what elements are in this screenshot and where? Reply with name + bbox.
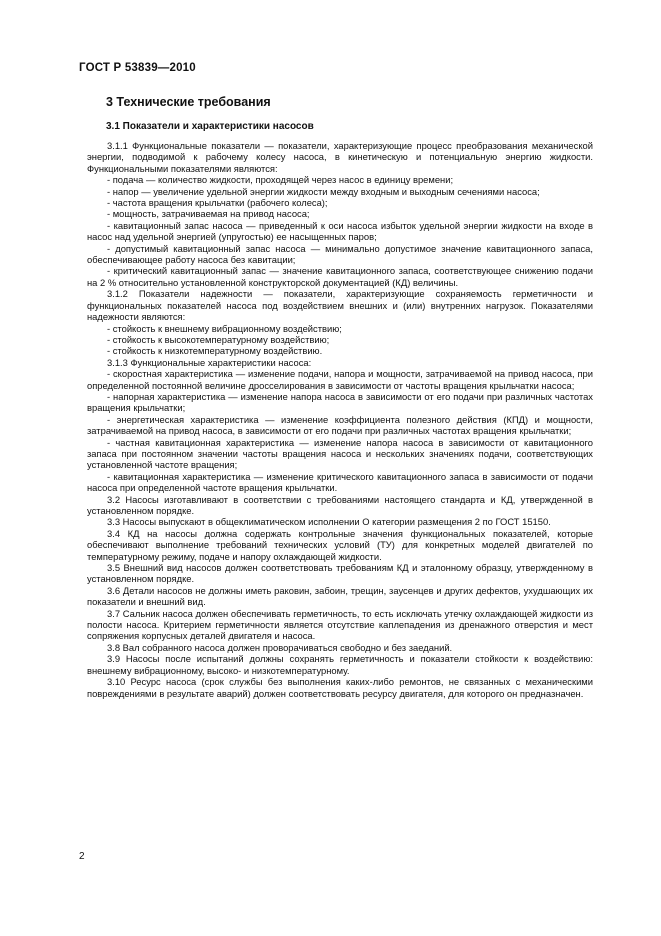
list-item: - энергетическая характеристика — изменение коэффициента полезного действия (КПД) и мощности, затрачиваемой на привод насоса, в зависимости от его подачи при различных частотах вращения крыльчатки;: [87, 413, 593, 437]
document-body: [87, 140, 593, 699]
paragraph: 3.8 Вал собранного насоса должен проворачиваться свободно и без заеданий.: [107, 641, 453, 653]
paragraph: 3.3 Насосы выпускают в общеклиматическом исполнении О категории размещения 2 по ГОСТ 15150.: [107, 516, 551, 528]
paragraph: 3.5 Внешний вид насосов должен соответствовать требованиям КД и эталонному образцу, утвержденному в установленном порядке.: [87, 562, 593, 585]
list-item: - критический кавитационный запас — значение кавитационного запаса, соответствующее снижению подачи на 2 % относительно установленной конструкторской документацией (КД) величины.: [87, 265, 593, 288]
paragraph: 3.6 Детали насосов не должны иметь раковин, забоин, трещин, заусенцев и других дефектов, ухудшающих их показатели и внешний вид.: [87, 584, 593, 608]
paragraph: 3.1.1 Функциональные показатели — показатели, характеризующие процесс преобразования механической энергии, подводимой к рабочему колесу насоса, в кинетическую и потенциальную энергию жидкости. Функциональными показателями являются:: [87, 140, 593, 174]
list-item: - допустимый кавитационный запас насоса — минимально допустимое значение кавитационного запаса, обеспечивающее работу насоса без кавитации;: [87, 242, 593, 266]
paragraph: 3.10 Ресурс насоса (срок службы без выполнения каких-либо ремонтов, не связанных с механическими повреждениями в результате аварий) должен соответствовать ресурсу двигателя, для которого он предназначен.: [87, 676, 593, 699]
list-item: - напорная характеристика — изменение напора насоса в зависимости от его подачи при различных частотах вращения крыльчатки;: [87, 390, 593, 414]
paragraph: 3.2 Насосы изготавливают в соответствии с требованиями настоящего стандарта и КД, утвержденной в установленном порядке.: [87, 493, 593, 516]
section-title: 3 Технические требования: [106, 95, 271, 109]
paragraph: 3.7 Сальник насоса должен обеспечивать герметичность, то есть исключать утечку охлаждающей жидкости из полости насоса. Критерием герметичности является отсутствие каплепадения из дренажного отверстия и мест сопряжения корпусных деталей двигателя и насоса.: [87, 607, 593, 642]
list-item: - частота вращения крыльчатки (рабочего колеса);: [107, 197, 328, 209]
document-header: ГОСТ Р 53839—2010: [79, 62, 196, 74]
subsection-title: 3.1 Показатели и характеристики насосов: [106, 121, 314, 132]
paragraph: 3.9 Насосы после испытаний должны сохранять герметичность и показатели стойкости к воздействию: внешнему вибрационному, высоко- и низкотемпературному.: [87, 653, 593, 676]
list-item: - стойкость к низкотемпературному воздействию.: [107, 345, 323, 357]
list-item: - напор — увеличение удельной энергии жидкости между входным и выходным сечениями насоса;: [107, 185, 540, 197]
list-item: - стойкость к высокотемпературному воздействию;: [107, 333, 330, 345]
paragraph: 3.4 КД на насосы должна содержать контрольные значения функциональных показателей, которые обеспечивают выполнение требований технических условий (ТУ) для конкретных моделей двигателей по температурному режиму, подаче и напору охлаждающей жидкости.: [87, 527, 593, 562]
list-item: - кавитационная характеристика — изменение критического кавитационного запаса в зависимости от подачи насоса при определенной частоте вращения крыльчатки.: [87, 470, 593, 494]
list-item: - кавитационный запас насоса — приведенный к оси насоса избыток удельной энергии жидкости на входе в насос над удельной энергией (упругостью) ее насыщенных паров;: [87, 219, 593, 243]
list-item: - мощность, затрачиваемая на привод насоса;: [107, 208, 310, 220]
list-item: - скоростная характеристика — изменение подачи, напора и мощности, затрачиваемой на привод насоса, при определенной постоянной величине дросселирования в зависимости от частоты вращения крыльчатки насоса;: [87, 368, 593, 391]
paragraph: 3.1.3 Функциональные характеристики насоса:: [107, 356, 312, 368]
paragraph: 3.1.2 Показатели надежности — показатели, характеризующие сохраняемость герметичности и функциональных показателей насоса под воздействием внешних и (или) внутренних нагрузок. Показателями надежности являются:: [87, 288, 593, 323]
list-item: - частная кавитационная характеристика — изменение напора насоса в зависимости от кавитационного запаса при постоянном значении частоты вращения насоса и нескольких значениях подачи, соответствующих установленной частоте вращения;: [87, 436, 593, 471]
list-item: - подача — количество жидкости, проходящей через насос в единицу времени;: [107, 174, 454, 186]
list-item: - стойкость к внешнему вибрационному воздействию;: [107, 322, 342, 334]
page-number: 2: [79, 851, 85, 862]
